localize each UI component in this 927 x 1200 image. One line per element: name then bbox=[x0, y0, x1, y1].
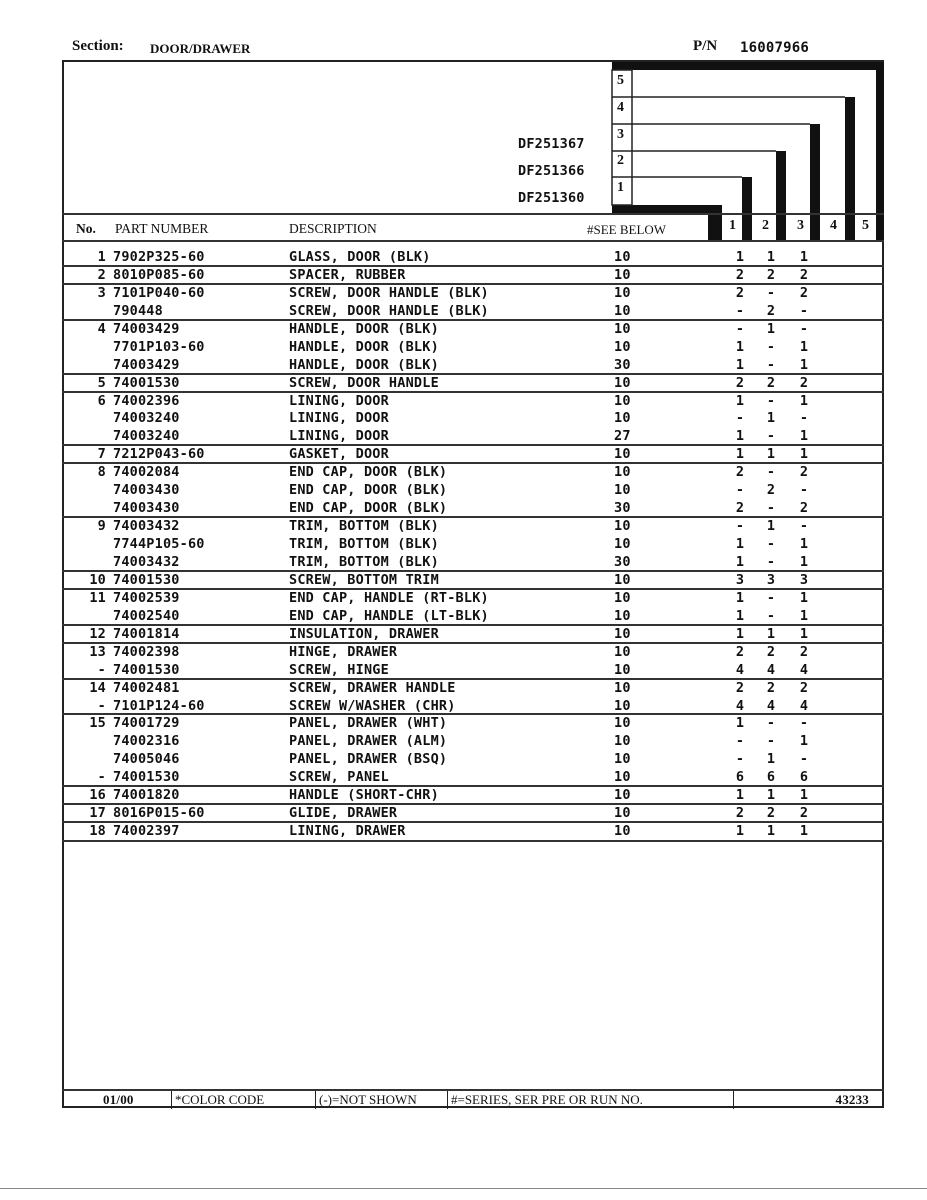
qty-model-2: - bbox=[766, 500, 776, 517]
qty-model-1: 1 bbox=[735, 356, 745, 373]
description: GLASS, DOOR (BLK) bbox=[289, 249, 431, 265]
qty-model-1: 1 bbox=[735, 607, 745, 624]
model-box-5: 5 bbox=[617, 73, 624, 88]
qty-model-2: - bbox=[766, 733, 776, 750]
qty-model-3: - bbox=[799, 302, 809, 319]
description: SCREW, DOOR HANDLE (BLK) bbox=[289, 284, 489, 301]
description: HINGE, DRAWER bbox=[289, 643, 398, 660]
model-name-2: DF251366 bbox=[518, 163, 585, 179]
qty-model-2: 2 bbox=[766, 482, 776, 499]
description: HANDLE, DOOR (BLK) bbox=[289, 338, 439, 355]
description: LINING, DOOR bbox=[289, 410, 389, 427]
item-number: 11 bbox=[89, 589, 106, 606]
qty-model-2: 1 bbox=[766, 249, 776, 265]
see-below: 10 bbox=[614, 769, 631, 786]
qty-model-3: 1 bbox=[799, 625, 809, 642]
qty-model-3: - bbox=[799, 751, 809, 768]
see-below: 10 bbox=[614, 805, 631, 822]
part-number: 74002397 bbox=[113, 823, 180, 840]
description: TRIM, BOTTOM (BLK) bbox=[289, 518, 439, 535]
qty-model-2: 3 bbox=[766, 571, 776, 588]
see-below: 10 bbox=[614, 589, 631, 606]
description: END CAP, DOOR (BLK) bbox=[289, 482, 448, 499]
qty-model-1: - bbox=[735, 751, 745, 768]
qty-model-2: - bbox=[766, 553, 776, 570]
col-header-model-5: 5 bbox=[862, 218, 869, 233]
qty-model-2: - bbox=[766, 284, 776, 301]
table-row bbox=[62, 302, 884, 320]
description: SCREW, DOOR HANDLE bbox=[289, 374, 439, 391]
part-number: 74001530 bbox=[113, 769, 180, 786]
model-box-3: 3 bbox=[617, 127, 624, 142]
description: SPACER, RUBBER bbox=[289, 266, 406, 283]
part-number: 74002540 bbox=[113, 607, 180, 624]
model-name-1: DF251360 bbox=[518, 190, 585, 206]
table-row bbox=[62, 589, 884, 607]
table-row bbox=[62, 768, 884, 786]
part-number: 7744P105-60 bbox=[113, 536, 205, 553]
item-number: 1 bbox=[97, 249, 106, 265]
qty-model-1: 1 bbox=[735, 823, 745, 840]
qty-model-2: - bbox=[766, 589, 776, 606]
item-number: 3 bbox=[97, 284, 106, 301]
qty-model-3: 1 bbox=[799, 823, 809, 840]
model-box-4: 4 bbox=[617, 100, 624, 115]
see-below: 10 bbox=[614, 446, 631, 463]
part-number: 74001530 bbox=[113, 571, 180, 588]
qty-model-3: 2 bbox=[799, 805, 809, 822]
table-row bbox=[62, 356, 884, 374]
description: SCREW, BOTTOM TRIM bbox=[289, 571, 439, 588]
qty-model-3: - bbox=[799, 518, 809, 535]
part-number: 8010P085-60 bbox=[113, 266, 205, 283]
description: LINING, DOOR bbox=[289, 428, 389, 445]
qty-model-2: - bbox=[766, 392, 776, 409]
table-row bbox=[62, 266, 884, 284]
see-below: 10 bbox=[614, 536, 631, 553]
qty-model-3: 1 bbox=[799, 589, 809, 606]
description: END CAP, DOOR (BLK) bbox=[289, 464, 448, 481]
table-row bbox=[62, 607, 884, 625]
item-number: - bbox=[97, 769, 106, 786]
table-row bbox=[62, 732, 884, 750]
qty-model-2: 4 bbox=[766, 661, 776, 678]
part-number: 7212P043-60 bbox=[113, 446, 205, 463]
qty-model-3: 1 bbox=[799, 733, 809, 750]
table-row bbox=[62, 248, 884, 266]
see-below: 30 bbox=[614, 356, 631, 373]
qty-model-1: 1 bbox=[735, 338, 745, 355]
qty-model-3: 1 bbox=[799, 607, 809, 624]
qty-model-3: 1 bbox=[799, 392, 809, 409]
qty-model-2: - bbox=[766, 428, 776, 445]
qty-model-2: - bbox=[766, 464, 776, 481]
qty-model-1: 1 bbox=[735, 428, 745, 445]
qty-model-3: - bbox=[799, 320, 809, 337]
qty-model-2: 1 bbox=[766, 625, 776, 642]
description: SCREW, DOOR HANDLE (BLK) bbox=[289, 302, 489, 319]
part-number: 74002398 bbox=[113, 643, 180, 660]
qty-model-3: 2 bbox=[799, 643, 809, 660]
qty-model-1: 2 bbox=[735, 266, 745, 283]
qty-model-1: 2 bbox=[735, 284, 745, 301]
qty-model-3: 2 bbox=[799, 266, 809, 283]
part-number: 74003240 bbox=[113, 428, 180, 445]
description: END CAP, DOOR (BLK) bbox=[289, 500, 448, 517]
see-below: 10 bbox=[614, 733, 631, 750]
qty-model-1: - bbox=[735, 410, 745, 427]
qty-model-1: 3 bbox=[735, 571, 745, 588]
qty-model-1: 2 bbox=[735, 374, 745, 391]
see-below: 10 bbox=[614, 392, 631, 409]
see-below: 10 bbox=[614, 410, 631, 427]
see-below: 10 bbox=[614, 338, 631, 355]
table-row bbox=[62, 786, 884, 804]
section-value: DOOR/DRAWER bbox=[150, 41, 251, 56]
item-number: 12 bbox=[89, 625, 106, 642]
part-number: 74003240 bbox=[113, 410, 180, 427]
part-number: 7101P040-60 bbox=[113, 284, 205, 301]
table-row bbox=[62, 481, 884, 499]
qty-model-3: 3 bbox=[799, 571, 809, 588]
qty-model-1: 1 bbox=[735, 249, 745, 265]
see-below: 10 bbox=[614, 607, 631, 624]
qty-model-1: 6 bbox=[735, 769, 745, 786]
section-label: Section: bbox=[72, 38, 124, 54]
item-number: 8 bbox=[97, 464, 106, 481]
item-number: - bbox=[97, 661, 106, 678]
table-row bbox=[62, 714, 884, 732]
item-number: 14 bbox=[89, 679, 106, 696]
item-number: 17 bbox=[89, 805, 106, 822]
qty-model-2: - bbox=[766, 715, 776, 732]
see-below: 10 bbox=[614, 823, 631, 840]
footer-color-code: *COLOR CODE bbox=[171, 1091, 264, 1109]
description: PANEL, DRAWER (BSQ) bbox=[289, 751, 448, 768]
qty-model-2: 2 bbox=[766, 679, 776, 696]
see-below: 10 bbox=[614, 751, 631, 768]
part-number: 74003432 bbox=[113, 553, 180, 570]
see-below: 10 bbox=[614, 571, 631, 588]
part-number: 8016P015-60 bbox=[113, 805, 205, 822]
qty-model-1: - bbox=[735, 733, 745, 750]
qty-model-1: - bbox=[735, 320, 745, 337]
table-row bbox=[62, 535, 884, 553]
description: GASKET, DOOR bbox=[289, 446, 389, 463]
col-header-no: No. bbox=[76, 221, 96, 236]
description: END CAP, HANDLE (RT-BLK) bbox=[289, 589, 489, 606]
col-header-description: DESCRIPTION bbox=[289, 221, 377, 236]
see-below: 10 bbox=[614, 715, 631, 732]
see-below: 10 bbox=[614, 625, 631, 642]
item-number: - bbox=[97, 697, 106, 714]
description: LINING, DOOR bbox=[289, 392, 389, 409]
description: HANDLE (SHORT-CHR) bbox=[289, 787, 439, 804]
table-row bbox=[62, 463, 884, 481]
see-below: 30 bbox=[614, 500, 631, 517]
qty-model-3: 2 bbox=[799, 679, 809, 696]
see-below: 10 bbox=[614, 249, 631, 265]
qty-model-1: 2 bbox=[735, 500, 745, 517]
part-number: 7902P325-60 bbox=[113, 249, 205, 265]
qty-model-1: 1 bbox=[735, 536, 745, 553]
item-number: 18 bbox=[89, 823, 106, 840]
pn-label: P/N bbox=[693, 38, 718, 54]
see-below: 10 bbox=[614, 679, 631, 696]
description: SCREW, PANEL bbox=[289, 769, 389, 786]
col-header-model-2: 2 bbox=[762, 218, 769, 233]
qty-model-3: 1 bbox=[799, 249, 809, 265]
qty-model-3: - bbox=[799, 482, 809, 499]
qty-model-1: 2 bbox=[735, 805, 745, 822]
part-number: 74001820 bbox=[113, 787, 180, 804]
see-below: 27 bbox=[614, 428, 631, 445]
part-number: 74001814 bbox=[113, 625, 180, 642]
qty-model-1: 1 bbox=[735, 446, 745, 463]
qty-model-1: 1 bbox=[735, 553, 745, 570]
qty-model-3: 4 bbox=[799, 697, 809, 714]
table-row bbox=[62, 338, 884, 356]
table-row bbox=[62, 750, 884, 768]
qty-model-2: 2 bbox=[766, 302, 776, 319]
qty-model-2: 1 bbox=[766, 446, 776, 463]
qty-model-3: 1 bbox=[799, 787, 809, 804]
footer-doc-number: 43233 bbox=[733, 1091, 873, 1109]
part-number: 74003430 bbox=[113, 500, 180, 517]
item-number: 16 bbox=[89, 787, 106, 804]
qty-model-2: 1 bbox=[766, 787, 776, 804]
part-number: 74003430 bbox=[113, 482, 180, 499]
see-below: 10 bbox=[614, 787, 631, 804]
qty-model-1: 4 bbox=[735, 697, 745, 714]
qty-model-3: 1 bbox=[799, 553, 809, 570]
item-number: 4 bbox=[97, 320, 106, 337]
description: TRIM, BOTTOM (BLK) bbox=[289, 536, 439, 553]
model-box-2: 2 bbox=[617, 153, 624, 168]
see-below: 10 bbox=[614, 464, 631, 481]
see-below: 10 bbox=[614, 518, 631, 535]
table-row bbox=[62, 392, 884, 410]
col-header-part-number: PART NUMBER bbox=[115, 221, 209, 236]
table-row bbox=[62, 499, 884, 517]
qty-model-1: - bbox=[735, 518, 745, 535]
table-row bbox=[62, 445, 884, 463]
qty-model-3: - bbox=[799, 715, 809, 732]
see-below: 10 bbox=[614, 284, 631, 301]
table-row bbox=[62, 697, 884, 715]
qty-model-1: - bbox=[735, 302, 745, 319]
qty-model-3: 2 bbox=[799, 500, 809, 517]
see-below: 10 bbox=[614, 661, 631, 678]
qty-model-3: 6 bbox=[799, 769, 809, 786]
part-number: 74002539 bbox=[113, 589, 180, 606]
qty-model-1: 2 bbox=[735, 643, 745, 660]
description: GLIDE, DRAWER bbox=[289, 805, 398, 822]
qty-model-2: 6 bbox=[766, 769, 776, 786]
qty-model-2: 1 bbox=[766, 410, 776, 427]
table-row bbox=[62, 571, 884, 589]
qty-model-2: 2 bbox=[766, 266, 776, 283]
table-row bbox=[62, 822, 884, 840]
description: TRIM, BOTTOM (BLK) bbox=[289, 553, 439, 570]
qty-model-2: - bbox=[766, 536, 776, 553]
see-below: 10 bbox=[614, 302, 631, 319]
description: END CAP, HANDLE (LT-BLK) bbox=[289, 607, 489, 624]
qty-model-2: - bbox=[766, 607, 776, 624]
qty-model-1: 2 bbox=[735, 679, 745, 696]
part-number: 74002084 bbox=[113, 464, 180, 481]
part-number: 7101P124-60 bbox=[113, 697, 205, 714]
description: PANEL, DRAWER (ALM) bbox=[289, 733, 448, 750]
footer-series-note: #=SERIES, SER PRE OR RUN NO. bbox=[447, 1091, 643, 1109]
table-row bbox=[62, 679, 884, 697]
item-number: 2 bbox=[97, 266, 106, 283]
part-number: 74002481 bbox=[113, 679, 180, 696]
qty-model-3: 1 bbox=[799, 446, 809, 463]
qty-model-2: - bbox=[766, 338, 776, 355]
see-below: 10 bbox=[614, 482, 631, 499]
table-row bbox=[62, 553, 884, 571]
see-below: 10 bbox=[614, 697, 631, 714]
page-edge-line bbox=[0, 1188, 927, 1189]
qty-model-2: 1 bbox=[766, 751, 776, 768]
part-number: 74003429 bbox=[113, 356, 180, 373]
qty-model-3: 1 bbox=[799, 428, 809, 445]
qty-model-3: 2 bbox=[799, 464, 809, 481]
qty-model-2: 2 bbox=[766, 805, 776, 822]
qty-model-3: 2 bbox=[799, 284, 809, 301]
model-box-1: 1 bbox=[617, 180, 624, 195]
see-below: 10 bbox=[614, 266, 631, 283]
table-row bbox=[62, 320, 884, 338]
item-number: 15 bbox=[89, 715, 106, 732]
qty-model-2: 1 bbox=[766, 823, 776, 840]
col-header-model-4: 4 bbox=[830, 218, 837, 233]
see-below: 10 bbox=[614, 643, 631, 660]
qty-model-1: 4 bbox=[735, 661, 745, 678]
header-bottom-rule bbox=[62, 240, 884, 242]
qty-model-1: 1 bbox=[735, 715, 745, 732]
description: SCREW W/WASHER (CHR) bbox=[289, 697, 456, 714]
qty-model-2: 4 bbox=[766, 697, 776, 714]
part-number: 74001729 bbox=[113, 715, 180, 732]
description: INSULATION, DRAWER bbox=[289, 625, 439, 642]
header-divider bbox=[62, 213, 884, 215]
item-number: 7 bbox=[97, 446, 106, 463]
qty-model-2: 2 bbox=[766, 374, 776, 391]
description: HANDLE, DOOR (BLK) bbox=[289, 356, 439, 373]
qty-model-1: 1 bbox=[735, 787, 745, 804]
table-end-rule bbox=[62, 840, 884, 842]
description: SCREW, DRAWER HANDLE bbox=[289, 679, 456, 696]
table-row bbox=[62, 409, 884, 427]
qty-model-3: 1 bbox=[799, 536, 809, 553]
table-row bbox=[62, 427, 884, 445]
qty-model-3: 4 bbox=[799, 661, 809, 678]
item-number: 6 bbox=[97, 392, 106, 409]
see-below: 10 bbox=[614, 374, 631, 391]
col-header-model-3: 3 bbox=[797, 218, 804, 233]
part-number: 74003432 bbox=[113, 518, 180, 535]
part-number: 790448 bbox=[113, 302, 163, 319]
qty-model-2: 1 bbox=[766, 320, 776, 337]
description: LINING, DRAWER bbox=[289, 823, 406, 840]
description: HANDLE, DOOR (BLK) bbox=[289, 320, 439, 337]
description: PANEL, DRAWER (WHT) bbox=[289, 715, 448, 732]
part-number: 74001530 bbox=[113, 661, 180, 678]
qty-model-3: - bbox=[799, 410, 809, 427]
table-row bbox=[62, 661, 884, 679]
item-number: 10 bbox=[89, 571, 106, 588]
description: SCREW, HINGE bbox=[289, 661, 389, 678]
qty-model-1: 1 bbox=[735, 392, 745, 409]
part-number: 74002396 bbox=[113, 392, 180, 409]
col-header-see-below: #SEE BELOW bbox=[587, 222, 667, 237]
pn-value: 16007966 bbox=[740, 40, 810, 56]
qty-model-1: 1 bbox=[735, 625, 745, 642]
part-number: 74005046 bbox=[113, 751, 180, 768]
qty-model-2: - bbox=[766, 356, 776, 373]
item-number: 13 bbox=[89, 643, 106, 660]
item-number: 5 bbox=[97, 374, 106, 391]
qty-model-2: 1 bbox=[766, 518, 776, 535]
see-below: 30 bbox=[614, 553, 631, 570]
table-row bbox=[62, 804, 884, 822]
part-number: 74003429 bbox=[113, 320, 180, 337]
footer-date: 01/00 bbox=[103, 1092, 134, 1107]
table-row bbox=[62, 284, 884, 302]
qty-model-3: 1 bbox=[799, 356, 809, 373]
part-number: 7701P103-60 bbox=[113, 338, 205, 355]
model-name-3: DF251367 bbox=[518, 136, 585, 152]
qty-model-2: 2 bbox=[766, 643, 776, 660]
qty-model-1: - bbox=[735, 482, 745, 499]
table-row bbox=[62, 517, 884, 535]
table-row bbox=[62, 374, 884, 392]
qty-model-1: 2 bbox=[735, 464, 745, 481]
table-row bbox=[62, 625, 884, 643]
footer-not-shown: (-)=NOT SHOWN bbox=[315, 1091, 417, 1109]
qty-model-3: 1 bbox=[799, 338, 809, 355]
see-below: 10 bbox=[614, 320, 631, 337]
qty-model-1: 1 bbox=[735, 589, 745, 606]
col-header-model-1: 1 bbox=[729, 218, 736, 233]
part-number: 74002316 bbox=[113, 733, 180, 750]
table-row bbox=[62, 643, 884, 661]
item-number: 9 bbox=[97, 518, 106, 535]
part-number: 74001530 bbox=[113, 374, 180, 391]
qty-model-3: 2 bbox=[799, 374, 809, 391]
